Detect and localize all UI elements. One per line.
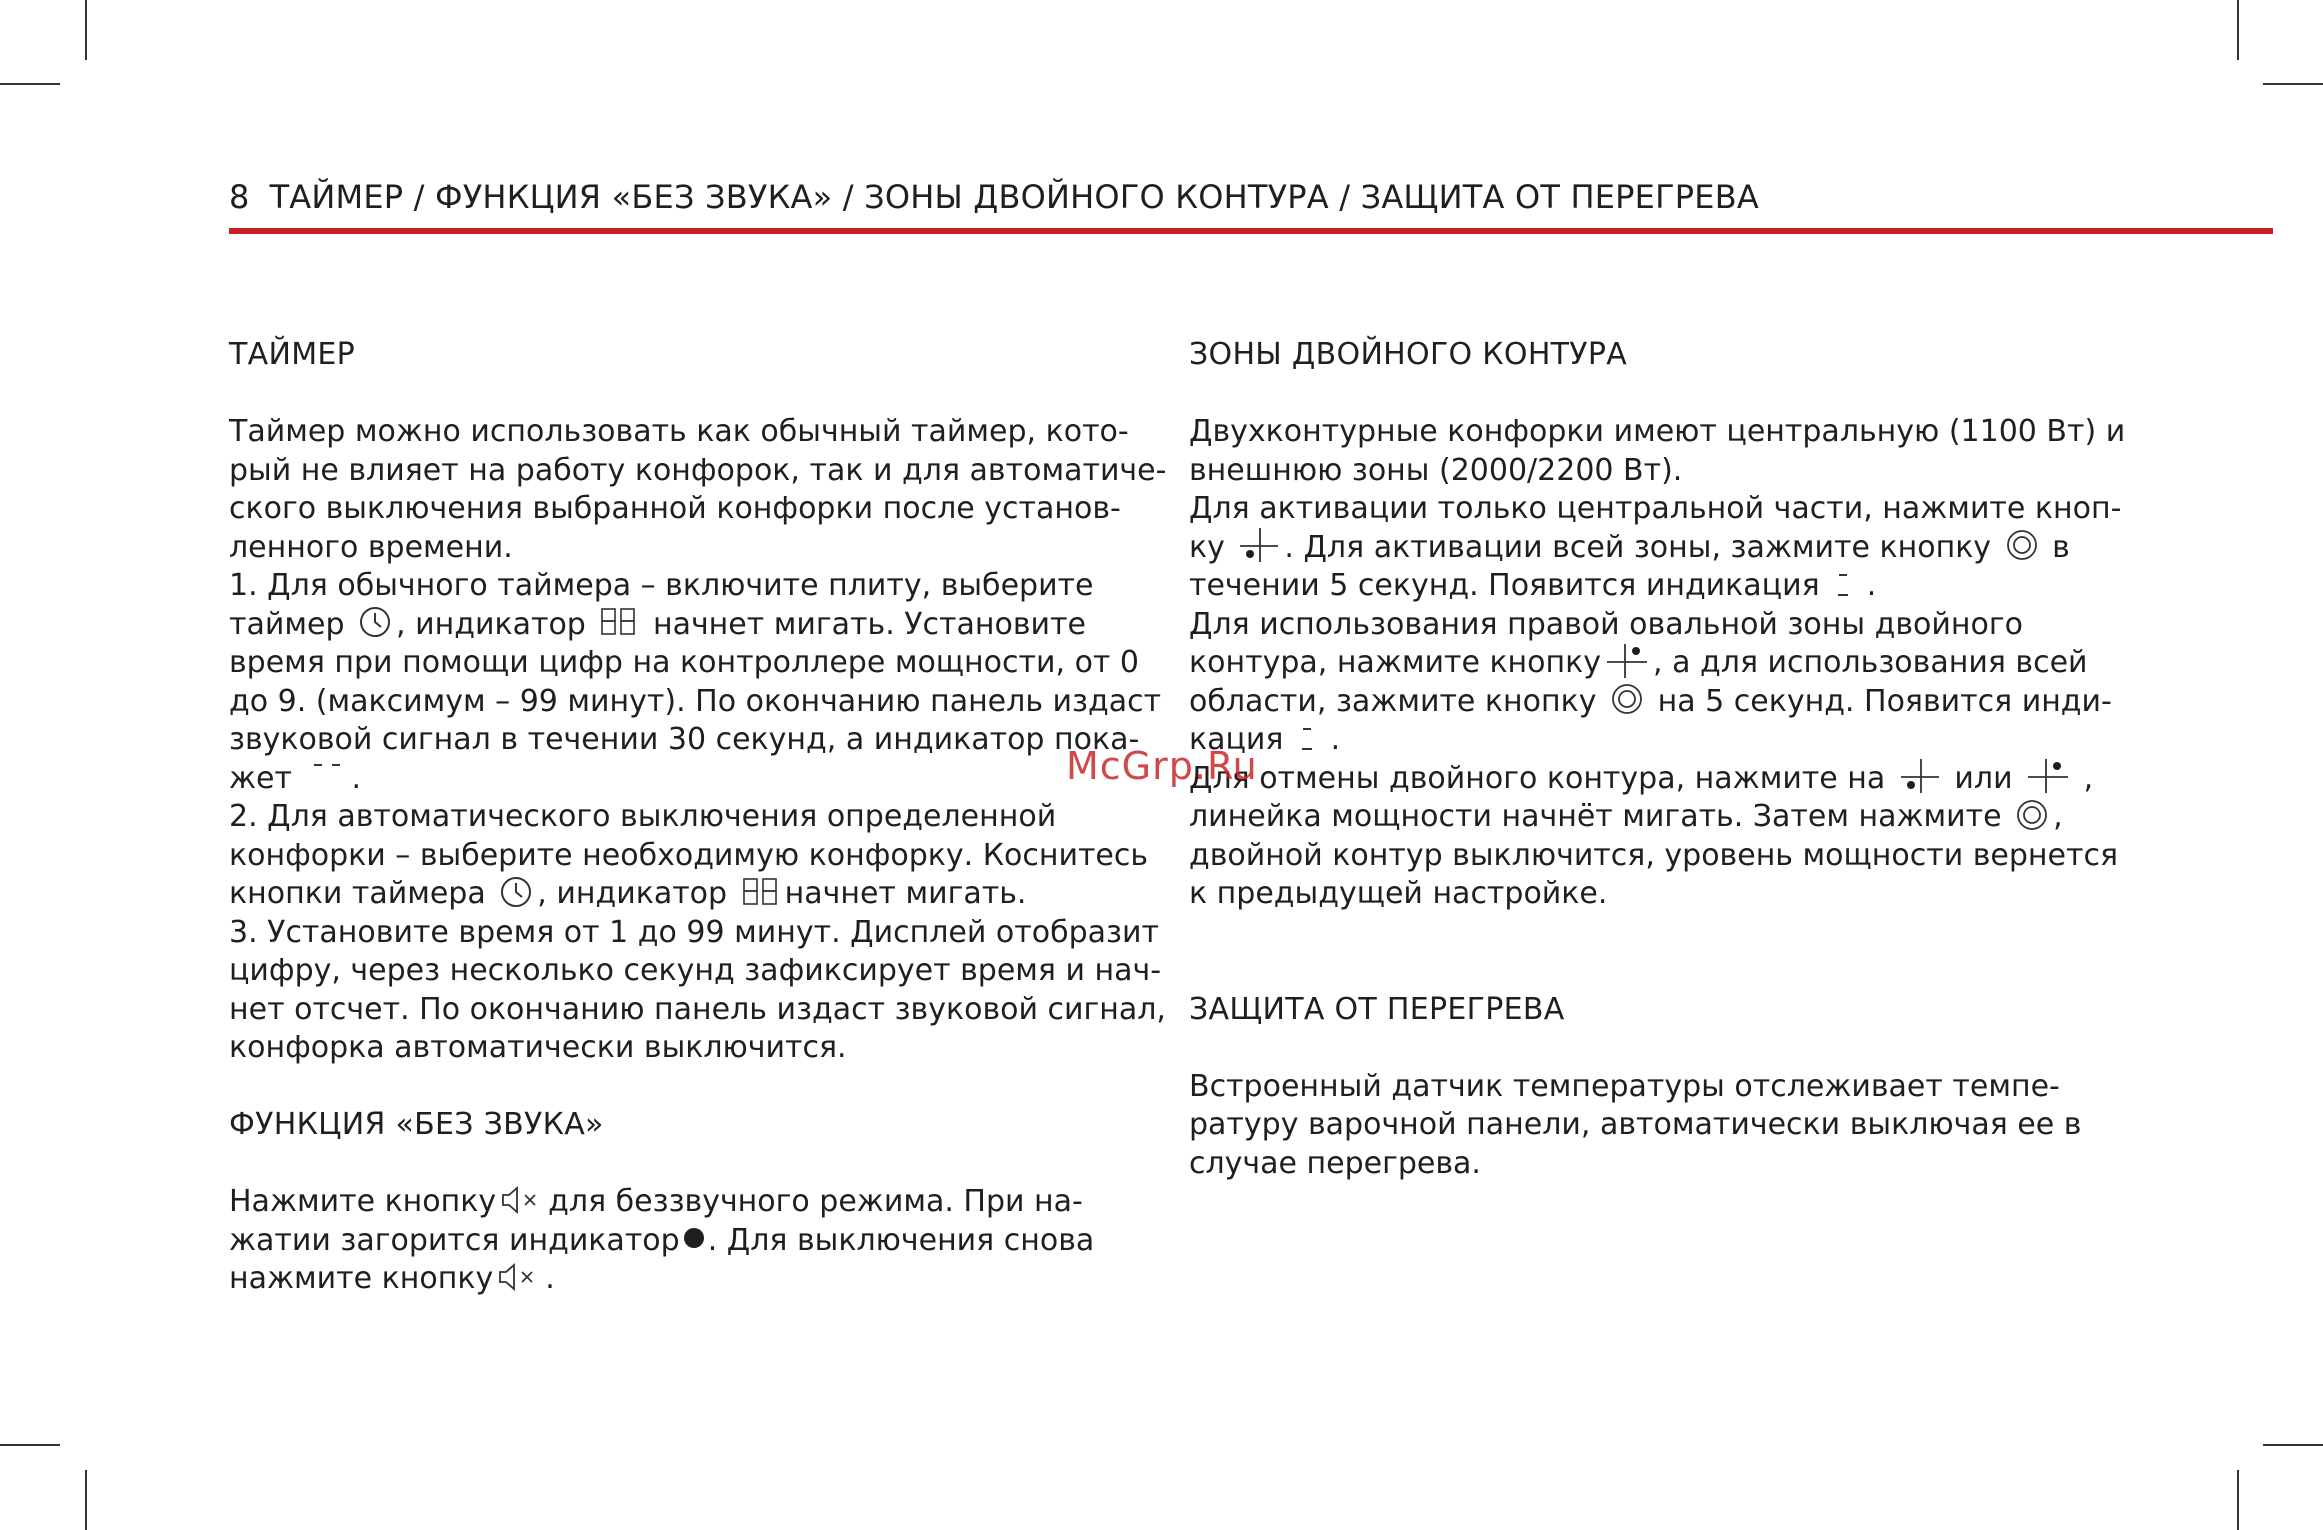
page-header xyxy=(229,178,1759,216)
text-segment: на 5 секунд. Появится инди- xyxy=(1657,683,2112,719)
text-segment: . xyxy=(351,760,362,796)
timer-line: до 9. (максимум – 99 минут). По окончанию панель издаст xyxy=(229,683,1162,719)
text-segment: , xyxy=(2053,799,2063,834)
dual-line xyxy=(1189,529,2149,568)
text-segment: течении 5 секунд. Появится индикация xyxy=(1189,568,1820,603)
timer-line: Таймер можно использовать как обычный таймер, кото- xyxy=(229,414,1129,449)
text-segment: или xyxy=(1954,760,2013,796)
header-rule xyxy=(229,228,2273,234)
dual-zone-center-icon xyxy=(1238,526,1280,564)
text-segment: Для отмены двойного контура, нажмите на xyxy=(1189,760,1886,796)
right-column xyxy=(1189,336,2149,1183)
text-segment: начнет мигать. xyxy=(784,876,1027,911)
page-title: ТАЙМЕР / ФУНКЦИЯ «БЕЗ ЗВУКА» / ЗОНЫ ДВОЙНОГО КОНТУРА / ЗАЩИТА ОТ ПЕРЕГРЕВА xyxy=(269,178,1759,216)
timer-line xyxy=(229,875,1149,914)
timer-line: 2. Для автоматического выключения определенной xyxy=(229,799,1057,834)
timer-line: звуковой сигнал в течении 30 секунд, а индикатор пока- xyxy=(229,722,1140,757)
text-segment: контура, нажмите кнопку xyxy=(1189,645,1602,680)
text-segment: жатии загорится индикатор xyxy=(229,1222,680,1258)
crop-mark xyxy=(0,1444,60,1446)
clock-icon xyxy=(358,605,392,639)
dual-line: внешнюю зоны (2000/2200 Вт). xyxy=(1189,452,1683,488)
dual-zone-full-icon xyxy=(2005,528,2039,562)
text-segment: для беззвучного режима. При на- xyxy=(548,1184,1083,1219)
dual-line: двойной контур выключится, уровень мощности вернется xyxy=(1189,837,2119,873)
timer-line: конфорка автоматически выключится. xyxy=(229,1030,847,1065)
text-segment: в xyxy=(2052,529,2070,565)
dual-line: Двухконтурные конфорки имеют центральную (1100 Вт) и xyxy=(1189,414,2126,449)
overheat-line: Встроенный датчик температуры отслеживает темпе- xyxy=(1189,1068,2060,1104)
text-segment: . xyxy=(1330,722,1341,757)
timer-line xyxy=(229,760,1149,799)
crop-mark xyxy=(2263,1444,2323,1446)
text-segment: , индикатор xyxy=(396,606,586,642)
silent-line xyxy=(229,1222,1149,1261)
filled-dot-icon xyxy=(682,1226,706,1250)
text-segment: линейка мощности начнёт мигать. Затем нажмите xyxy=(1189,799,2002,834)
timer-line: цифру, через несколько секунд зафиксирует время и нач- xyxy=(229,953,1162,988)
oval-zone-icon xyxy=(2026,757,2070,795)
text-segment: таймер xyxy=(229,606,345,642)
mute-speaker-icon xyxy=(497,1261,541,1293)
timer-line: нет отсчет. По окончанию панель издаст звуковой сигнал, xyxy=(229,991,1166,1027)
text-segment: . Для активации всей зоны, зажмите кнопку xyxy=(1284,529,1992,565)
dual-line xyxy=(1189,760,2149,799)
overheat-heading: ЗАЩИТА ОТ ПЕРЕГРЕВА xyxy=(1189,991,1565,1027)
crop-mark xyxy=(85,1470,87,1530)
zone-indicator-icon xyxy=(1833,567,1853,601)
text-segment: области, зажмите кнопку xyxy=(1189,683,1597,719)
text-segment: жет xyxy=(229,760,292,796)
dual-line xyxy=(1189,798,2149,837)
display-88-icon xyxy=(599,607,639,637)
text-segment: . xyxy=(545,1261,555,1296)
dual-line xyxy=(1189,567,2149,606)
dual-line: Для активации только центральной части, нажмите кноп- xyxy=(1189,491,2122,526)
text-segment: кнопки таймера xyxy=(229,876,486,911)
dual-zone-full-icon xyxy=(2015,798,2049,832)
page-number: 8 xyxy=(229,178,250,216)
crop-mark xyxy=(0,83,60,85)
silent-line xyxy=(229,1183,1149,1222)
text-segment: Нажмите кнопку xyxy=(229,1184,497,1219)
dual-line xyxy=(1189,644,2149,683)
oval-zone-icon xyxy=(1605,642,1649,680)
text-segment: . Для выключения снова xyxy=(707,1222,1095,1258)
dual-zone-center-icon xyxy=(1899,757,1941,795)
timer-line: ленного времени. xyxy=(229,529,513,565)
crop-mark xyxy=(2237,1470,2239,1530)
text-segment: ку xyxy=(1189,529,1225,565)
text-segment: нажмите кнопку xyxy=(229,1261,494,1296)
timer-line: 1. Для обычного таймера – включите плиту, выберите xyxy=(229,568,1094,603)
mute-speaker-icon xyxy=(500,1184,544,1216)
dual-line xyxy=(1189,721,2149,760)
text-segment: начнет мигать. Установите xyxy=(652,606,1086,642)
overheat-line: ратуру варочной панели, автоматически выключая ее в xyxy=(1189,1107,2082,1142)
timer-heading: ТАЙМЕР xyxy=(229,337,356,372)
silent-line xyxy=(229,1260,1149,1299)
zone-indicator-icon xyxy=(1297,721,1317,755)
watermark: McGrp.Ru xyxy=(1066,744,1258,788)
dash-display-icon xyxy=(306,761,348,791)
timer-line: рый не влияет на работу конфорок, так и для автоматиче- xyxy=(229,452,1167,488)
dual-zone-full-icon xyxy=(1610,682,1644,716)
crop-mark xyxy=(2237,0,2239,60)
text-segment: , а для использования всей xyxy=(1653,645,2088,680)
dual-line: к предыдущей настройке. xyxy=(1189,876,1608,911)
text-segment: , индикатор xyxy=(537,876,728,911)
timer-line xyxy=(229,606,1149,645)
dual-line: Для использования правой овальной зоны двойного xyxy=(1189,606,2023,642)
timer-line: 3. Установите время от 1 до 99 минут. Дисплей отобразит xyxy=(229,914,1159,950)
text-segment: , xyxy=(2083,760,2094,796)
dual-heading: ЗОНЫ ДВОЙНОГО КОНТУРА xyxy=(1189,337,1628,372)
dual-line xyxy=(1189,683,2149,722)
crop-mark xyxy=(85,0,87,60)
timer-line: ского выключения выбранной конфорки после установ- xyxy=(229,491,1121,526)
silent-heading: ФУНКЦИЯ «БЕЗ ЗВУКА» xyxy=(229,1107,604,1142)
text-segment: кация xyxy=(1189,722,1284,757)
overheat-line: случае перегрева. xyxy=(1189,1145,1481,1181)
timer-line: конфорки – выберите необходимую конфорку. Коснитесь xyxy=(229,837,1149,873)
crop-mark xyxy=(2263,83,2323,85)
text-segment: . xyxy=(1866,568,1877,603)
timer-line: время при помощи цифр на контроллере мощности, от 0 xyxy=(229,645,1140,680)
clock-icon xyxy=(499,875,533,909)
display-88-icon xyxy=(741,877,781,907)
